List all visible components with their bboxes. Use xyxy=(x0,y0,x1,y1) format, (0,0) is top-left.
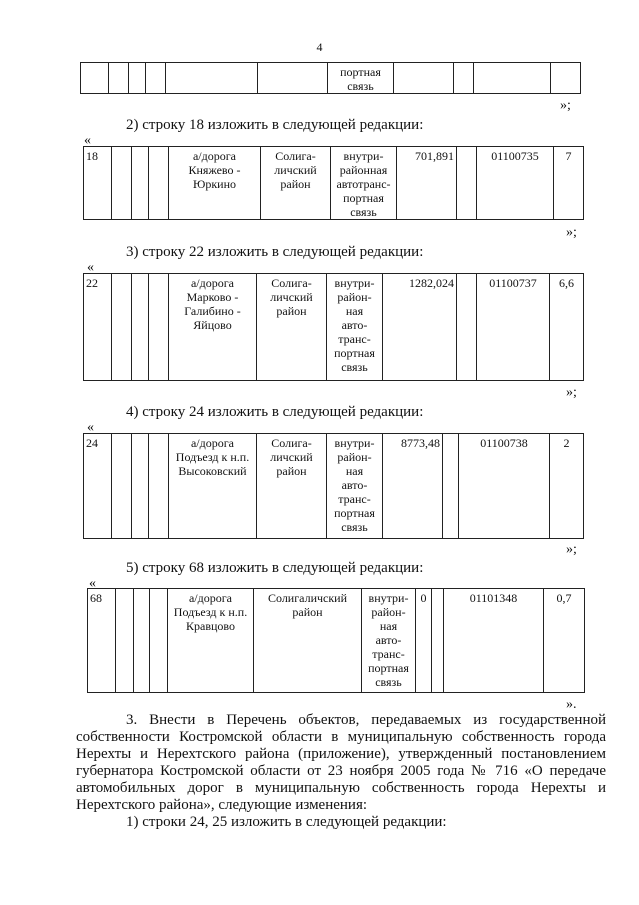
open-quote: « xyxy=(84,133,91,148)
cell-length: 0,7 xyxy=(544,589,585,693)
cell-number: 24 xyxy=(84,434,112,539)
section-heading: 2) строку 18 изложить в следующей редакции: xyxy=(126,117,424,133)
cell-number: 68 xyxy=(88,589,116,693)
cell-road-name: а/дорога Княжево - Юркино xyxy=(169,147,261,220)
cell-number: 18 xyxy=(84,147,112,220)
page-number: 4 xyxy=(316,40,323,54)
close-quote: »; xyxy=(566,385,577,400)
cell-value: 701,891 xyxy=(397,147,457,220)
cell-kind: внутри- район- ная авто- транс- портная связь xyxy=(327,274,383,381)
close-quote: ». xyxy=(566,697,577,712)
cell-number: 22 xyxy=(84,274,112,381)
section-heading: 3) строку 22 изложить в следующей редакции: xyxy=(126,244,424,260)
cell-value: 1282,024 xyxy=(383,274,457,381)
cell-length: 2 xyxy=(550,434,584,539)
cell-kind: внутри- районная автотранс- портная связь xyxy=(331,147,397,220)
table-fragment-top xyxy=(80,62,581,94)
table-row-22 xyxy=(83,273,584,381)
cell-district: Солигаличский район xyxy=(254,589,362,693)
cell-code: 01100735 xyxy=(477,147,554,220)
cell-district: Солига- личский район xyxy=(257,434,327,539)
cell-code: 01100738 xyxy=(459,434,550,539)
close-quote: »; xyxy=(560,98,571,113)
section-heading: 5) строку 68 изложить в следующей редакции: xyxy=(126,560,424,576)
cell-value: 0 xyxy=(416,589,432,693)
cell-district: Солига- личский район xyxy=(261,147,331,220)
cell-road-name: а/дорога Подъезд к н.п. Высоковский xyxy=(169,434,257,539)
item-3-subitem: 1) строки 24, 25 изложить в следующей редакции: xyxy=(126,814,447,830)
cell-road-name: а/дорога Подъезд к н.п. Кравцово xyxy=(168,589,254,693)
item-3-paragraph: 3. Внести в Перечень объектов, передаваемых из государственной собственности Костромской области в муниципальную собственность города Нерехты и Нерехтского района (приложение), утвержденный постановлением губернатора Костромской области от 23 ноября 2005 года № 716 «О передаче автомобильных дорог в муниципальную собственность города Нерехты и Нерехтского района», следующие изменения: xyxy=(76,712,606,813)
cell-value: 8773,48 xyxy=(383,434,443,539)
open-quote: « xyxy=(89,576,96,591)
cell-length: 7 xyxy=(554,147,584,220)
close-quote: »; xyxy=(566,542,577,557)
cell-kind: внутри- район- ная авто- транс- портная связь xyxy=(327,434,383,539)
cell-code: 01100737 xyxy=(477,274,550,381)
table-cell-kind: портная связь xyxy=(328,63,394,94)
cell-kind: внутри- район- ная авто- транс- портная связь xyxy=(362,589,416,693)
cell-length: 6,6 xyxy=(550,274,584,381)
open-quote: « xyxy=(87,260,94,275)
close-quote: »; xyxy=(566,225,577,240)
body-text xyxy=(76,712,606,831)
cell-district: Солига- личский район xyxy=(257,274,327,381)
table-row-18 xyxy=(83,146,584,220)
cell-road-name: а/дорога Марково - Галибино - Яйцово xyxy=(169,274,257,381)
open-quote: « xyxy=(87,420,94,435)
section-heading: 4) строку 24 изложить в следующей редакции: xyxy=(126,404,424,420)
table-row-24 xyxy=(83,433,584,539)
table-row-68 xyxy=(87,588,585,693)
cell-code: 01101348 xyxy=(444,589,544,693)
